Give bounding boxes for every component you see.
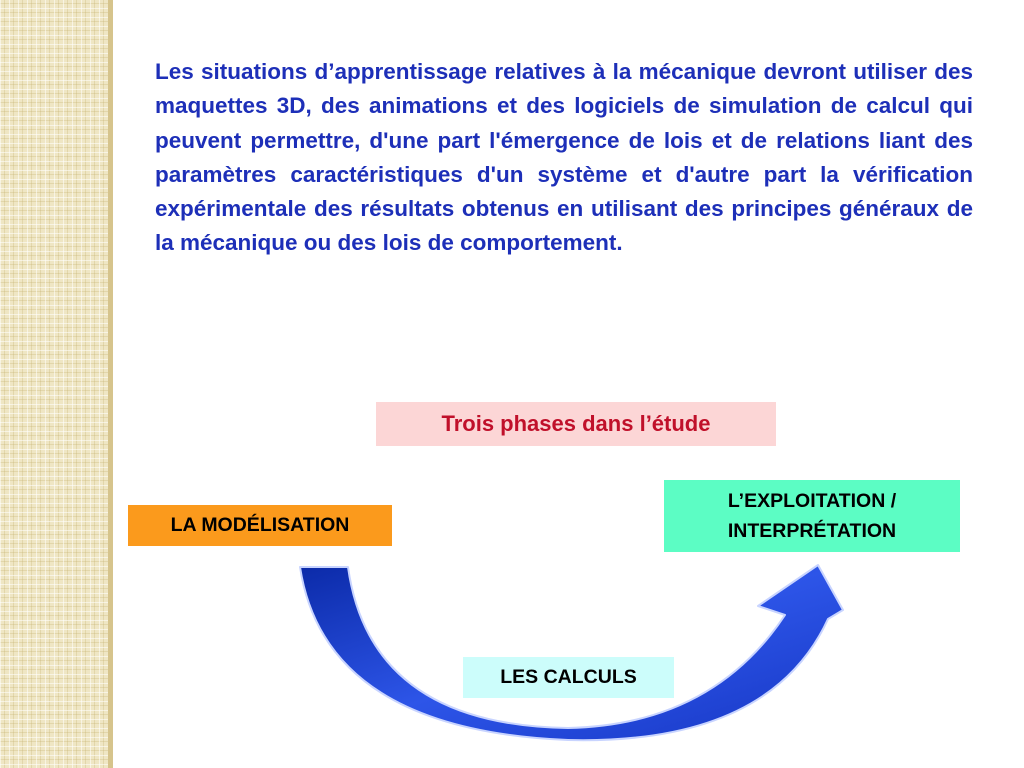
phase-exploitation-line1: L’EXPLOITATION / xyxy=(727,490,897,512)
phase-modelisation: LA MODÉLISATION xyxy=(128,505,392,546)
phase-exploitation-line2: INTERPRÉTATION xyxy=(727,520,897,542)
intro-paragraph: Les situations d’apprentissage relatives à la mécanique devront utiliser des maquettes 3D, des animations et des logiciels de simulation de calcul qui peuvent permettre, d'une part l'émergence de lois et de relations liant des paramètres caractéristiques d'un système et d'autre part la vérification expérimentale des résultats obtenus en utilisant des principes généraux de la mécanique ou des lois de comportement. xyxy=(155,59,973,256)
diagram-title: Trois phases dans l’étude xyxy=(376,402,776,446)
phase-exploitation xyxy=(664,480,960,552)
curved-arrow-shape xyxy=(300,565,843,740)
phase-calculs: LES CALCULS xyxy=(463,657,674,698)
